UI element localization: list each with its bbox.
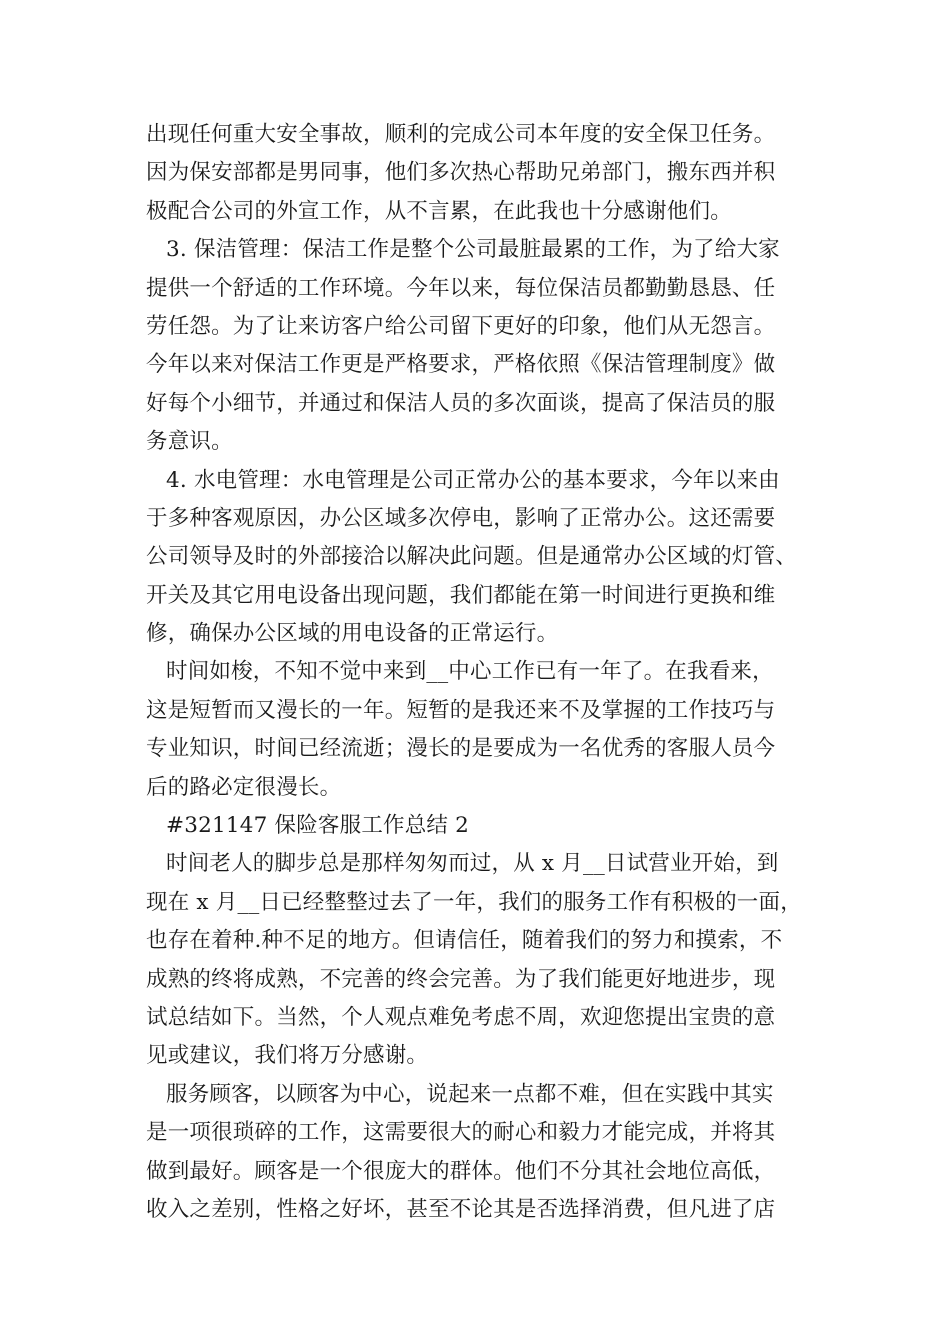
text-line: 这是短暂而又漫长的一年。短暂的是我还来不及掌握的工作技巧与 xyxy=(146,697,776,723)
text-line: 今年以来对保洁工作更是严格要求，严格依照《保洁管理制度》做 xyxy=(146,352,776,378)
text-line: 成熟的终将成熟，不完善的终会完善。为了我们能更好地进步，现 xyxy=(146,966,776,992)
text-line: 后的路必定很漫长。 xyxy=(146,774,342,800)
text-line: 也存在着种.种不足的地方。但请信任，随着我们的努力和摸索，不 xyxy=(146,928,783,954)
text-line-item-4: 4. 水电管理：水电管理是公司正常办公的基本要求，今年以来由 xyxy=(166,467,780,493)
document-body xyxy=(146,116,816,1229)
paragraph-start: 服务顾客，以顾客为中心，说起来一点都不难，但在实践中其实 xyxy=(166,1081,774,1107)
text-line: 是一项很琐碎的工作，这需要很大的耐心和毅力才能完成，并将其 xyxy=(146,1120,776,1146)
text-line: 专业知识，时间已经流逝；漫长的是要成为一名优秀的客服人员今 xyxy=(146,736,776,762)
text-line: 公司领导及时的外部接洽以解决此问题。但是通常办公区域的灯管、 xyxy=(146,544,798,570)
paragraph-start: 时间老人的脚步总是那样匆匆而过，从 x 月__日试营业开始，到 xyxy=(166,851,779,877)
text-line: 好每个小细节，并通过和保洁人员的多次面谈，提高了保洁员的服 xyxy=(146,390,776,416)
text-line: 开关及其它用电设备出现问题，我们都能在第一时间进行更换和维 xyxy=(146,582,776,608)
text-line: 做到最好。顾客是一个很庞大的群体。他们不分其社会地位高低， xyxy=(146,1158,776,1184)
text-line: 试总结如下。当然，个人观点难免考虑不周，欢迎您提出宝贵的意 xyxy=(146,1004,776,1030)
text-line: 见或建议，我们将万分感谢。 xyxy=(146,1043,429,1069)
text-line: 于多种客观原因，办公区域多次停电，影响了正常办公。这还需要 xyxy=(146,505,776,531)
text-line: 修，确保办公区域的用电设备的正常运行。 xyxy=(146,621,559,647)
text-line: 出现任何重大安全事故，顺利的完成公司本年度的安全保卫任务。 xyxy=(146,122,776,147)
text-line: 务意识。 xyxy=(146,429,233,455)
text-line: 极配合公司的外宣工作，从不言累，在此我也十分感谢他们。 xyxy=(146,198,732,224)
paragraph-start: 时间如梭，不知不觉中来到__中心工作已有一年了。在我看来， xyxy=(166,659,774,685)
text-line: 现在 x 月__日已经整整过去了一年，我们的服务工作有积极的一面， xyxy=(146,889,802,915)
text-line: 因为保安部都是男同事，他们多次热心帮助兄弟部门，搬东西并积 xyxy=(146,160,776,186)
text-line-item-3: 3. 保洁管理：保洁工作是整个公司最脏最累的工作，为了给大家 xyxy=(166,237,780,263)
text-line: 劳任怨。为了让来访客户给公司留下更好的印象，他们从无怨言。 xyxy=(146,313,776,339)
text-line: 收入之差别，性格之好坏，甚至不论其是否选择消费，但凡进了店 xyxy=(146,1196,776,1222)
section-heading: #321147 保险客服工作总结 2 xyxy=(166,813,470,839)
text-line: 提供一个舒适的工作环境。今年以来，每位保洁员都勤勤恳恳、任 xyxy=(146,275,776,301)
